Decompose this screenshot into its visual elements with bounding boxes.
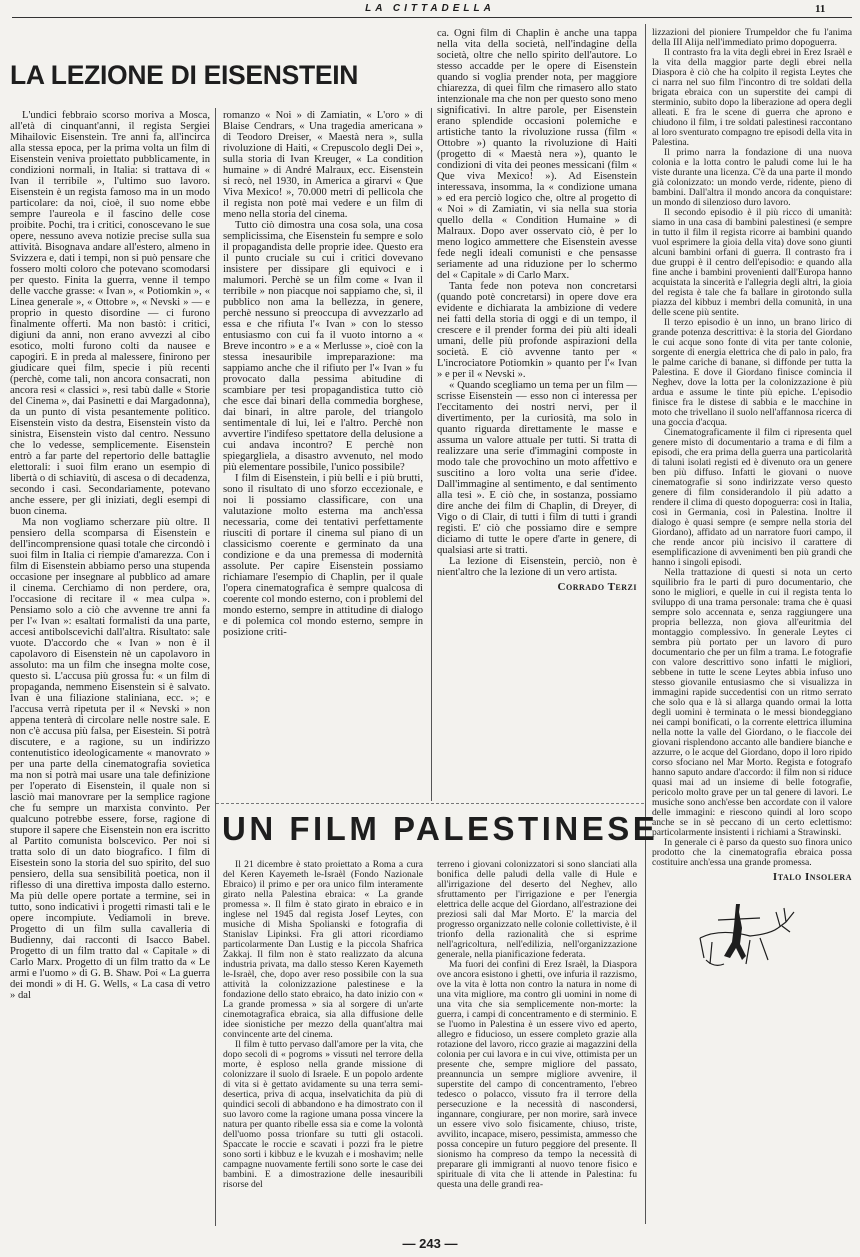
paragraph: Cinematograficamente il film ci ripresenta quel genere misto di documentario a trama e di film a episodi, che era prima della guerra una particolarità di taluni isolati registi ed è divenuto ora un genere ben più diffuso. Infatti le giovani o nuove cinematografie si sono indirizzate verso questo genere di film considerandolo il più adatto a rendere il clima di questo dopoguerra: così in Italia, così in Germania, così in Palestina. Inoltre il dialogo è quasi sempre (e sempre nella storia del Giordano), affidato ad un narratore fuori campo, il che rende ancor più incisivo il carattere di esemplificazione di avvenimenti ben più grandi che hanno i singoli episodi. xyxy=(652,427,852,568)
article-separator xyxy=(216,803,644,804)
paragraph: L'undici febbraio scorso moriva a Mosca, all'età di cinquant'anni, il regista Sergiei Mihailovic Eisenstein. Tre anni fa, all'incirca alla stessa epoca, per la prima volta un film di Eisenstein veniva proiettato pubblicamente, in condizioni normali, in Italia: si trattava di « Ivan il terribile », l'ultimo suo lavoro. Eisenstein è un regista famoso ma in un modo particolare: da noi, cioè, il suo nome ebbe sempre l'aureola e il fascino delle cose proibite. Pochi, tra i critici, conoscevano le sue opere, nessuno aveva notizie precise sulla sua attività. Bisognava andare all'estero, almeno in Svizzera e, dati i tempi, non si può pensare che fossero molti coloro che potevano scomodarsi per questo. Finita la guerra, venne il tempo delle vacche grasse: « Ivan », « Potiomkin », « Linea generale », « Ottobre », « Nevski » — e proprio in questo disordine — ci furono finalmente offerti. Ma non bastò: i critici, digiuni da anni, non erano avvezzi al cibo esotico, molti furono colti da nausee e capogiri. E in preda al malessere, finirono per giudicare quei film, specie i più recenti (perchè, come tali, non ancora consacrati, non ancora resi « classici », resi tabù dalle « Storie del Cinema », dai Pasinetti e dai Margadonna), da un punto di vista pesantemente politico. Eisenstein visto da destra, Eisenstein visto da sinistra, Eisenstein visto dal centro. Nessuno che lo vedesse, semplicemente. Eisenstein entrò a far parte del repertorio delle battaglie elettorali: i suoi film erano un esempio di libertà o di schiavitù, di ascesa o di decadenza, secondo i casi. Secondariamente, potevano anche essere, per gli iniziati, degli esempi di buon cinema. xyxy=(10,110,210,517)
eisenstein-column-3 xyxy=(437,28,637,594)
palestinese-column-1 xyxy=(223,860,423,1190)
header-rule xyxy=(12,17,852,18)
paragraph: ca. Ogni film di Chaplin è anche una tappa nella vita della società, nell'indagine della società, oltre che nello spirito dell'autore. Lo stesso accadde per le opere di Eisenstein quando si voglia prender nota, per maggiore chiarezza, di quei film che rimasero allo stato intenzionale ma che non per questo sono meno significativi. In altre parole, per Eisenstein erano splendide occasioni polemiche e artistiche tanto la rivoluzione russa (film « Ottobre ») quanto la rivoluzione di Haiti (progetto di « Maestà nera »), quanto le condizioni di vita dei peones messicani (film « Que viva Mexico! »). Ad Eisenstein interessava, insomma, la « condizione umana » ed era perciò logico che, oltre al progetto di « Noi » di Zamiatin, vi sia nella sua storia quello della « Condition Humaine » di Malraux. Dopo aver osservato ciò, è per lo meno logico ammettere che Eisenstein avesse fede negli ideali comunisti e che pensasse seriamente ad una riduzione per lo schermo del « Capitale » di Carlo Marx. xyxy=(437,28,637,281)
paragraph: La lezione di Eisenstein, perciò, non è nient'altro che la lezione di un vero artista. xyxy=(437,556,637,578)
paragraph: terreno i giovani colonizzatori si sono slanciati alla bonifica delle paludi della valle di Hule e all'irrigazione del deserto del Neghev, allo sfruttamento per l'irrigazione e per l'energia elettrica delle acque del Giordano, all'estrazione dei preziosi sali dal Mar Morto. E' la marcia del progresso organizzato nelle colonie collettiviste, è il trionfo della razionalità che si esprime nell'agricoltura, nell'edilizia, nell'organizzazione generale, nella pianificazione federata. xyxy=(437,859,637,960)
paragraph: I film di Eisenstein, i più belli e i più brutti, sono il risultato di uno sforzo eccezionale, e noi li possiamo classificare, con una valutazione molto esterna ma anch'essa necessaria, come dei tentativi perfettamente riusciti di portare il cinema sul piano di un classicismo coerente e germinato da una condizione e da una premessa di modernità assolute. Per capire Eisenstein possiamo richiamare l'esempio di Chaplin, per il quale l'opera cinematografica è sempre qualcosa di coerente col mondo esterno, con i problemi del mondo esterno, sempre in attitudine di dialogo e di polemica col mondo esterno, sempre in posizione criti- xyxy=(223,473,423,638)
author-signature: Italo Insolera xyxy=(772,871,852,883)
paragraph: Il film è tutto pervaso dall'amore per la vita, che dopo secoli di « pogroms » vissuti nel terrore della morte, è esploso nella grande missione di colonizzare il suolo di Israele. E un popolo ardente di vita si è gettato avidamente su una terra semi-desertica, priva di acqua, inselvatichita da più di quindici secoli di abbandono e ha dimostrato con il suo lavoro come la ragione umana possa vincere la natura per quanto ribelle essa sia e come la volontà dell'uomo possa trionfare su tutti gli ostacoli. Spaccate le roccie e scavati i pozzi fra le pietre sono sorti i kibbuz e le kvuzah e i moshavim; nelle campagne nuovamente fertili sono sorte le case dei bambini. E a dimostrazione delle inesauribili risorse del xyxy=(223,1039,423,1190)
page-folio: — 243 — xyxy=(402,1236,458,1251)
paragraph: lizzazioni del pioniere Trumpeldor che fu l'anima della III Alija nell'immediato primo dopoguerra. xyxy=(652,27,852,48)
paragraph: Tutto ciò dimostra una cosa sola, una cosa semplicissima, che Eisenstein fu sempre e solo il propagandista delle proprie idee. Questo era il punto cruciale su cui i critici dovevano insistere per dissipare gli equivoci e i malumori. Perchè se un film come « Ivan il terribile » non piacque noi sappiamo che, sì, il pubblico non ama la bellezza, in genere, perchè nessuno si preoccupa di avvezzarlo ad essa e che rifiuta l'« Ivan » con lo stesso entusiasmo con cui fa il vuoto intorno a « Breve incontro » e a « Merlusse », cioè con la stessa inesauribile impreparazione: ma sappiamo anche che il rifiuto per l'« Ivan » fu provocato dalla pessima abitudine di scambiare per tesi propagandistica tutto ciò che esce dai binari della commedia borghese, dai binari, in altre parole, del triangolo sentimentale di lui, lei e l'altro. Perchè non avvertire l'indifeso spettatore della delusione a cui andava incontro? E perchè non spiegargliela, a disastro avvenuto, nel modo più elementare possibile, l'unico possibile? xyxy=(223,220,423,473)
palestinese-column-3 xyxy=(652,28,852,978)
eisenstein-column-2 xyxy=(223,110,423,638)
paragraph: In generale ci è parso da questo suo finora unico prodotto che la cinematografia ebraica possa costituire anch'essa una grande promessa. xyxy=(652,837,852,868)
palestinese-column-2 xyxy=(437,860,637,1190)
paragraph: Ma non vogliamo scherzare più oltre. Il pensiero della scomparsa di Eisenstein e dell'incomprensione quasi totale che circondò i suoi film in Italia ci riempie d'amarezza. Con i film di Eisenstein abbiamo perso una stupenda occasione per insegnare al pubblico ad amare il cinema. Cerchiamo di non perdere, ora, l'occasione di recitare il « mea culpa ». Pensiamo solo a ciò che avvenne tre anni fa per l'« Ivan »: esaltati formalisti da una parte, accesi antibolscevichi dall'altra. Risultato: sale vuote. D'accordo che « Ivan » non è il capolavoro di Eisenstein nè un capolavoro in assoluto: ma un film che insegna molte cose, questo sì. L'accusa più grossa fu: « un film di propaganda, nemmeno Eisenstein si è salvato. Ivan è una filiazione staliniana, ecc. »; e l'accusa verrà ripetuta per il « Nevski » non appena tenterà di circolare nelle nostre sale. E non c'è accusa più falsa, per Eisestein. Si potrà discutere, e a ragione, su un indirizzo contenutistico ideologicamente « manovrato » per una parte della cinematografia sovietica ma non si potrà mai usare una tale definizione per l'operato di Eisenstein, il quale non si lasciò mai manovrare per la semplice ragione che fu sempre un marxista convinto. Per qualcuno potrebbe essere, forse, ragione di stupore il sapere che Eisenstein non era iscritto al Partito comunista bolscevico. Per noi si tratta solo di un dato biografico. I film di Eisestein sono la storia del suo spirito, del suo pensiero, della sua sensibilità poetica, non il riflesso di una direttiva imposta dallo esterno. Ma più delle opere portate a termine, sei in tutto, sono indicativi i progetti rimasti tali e le opere incompiute. Vediamoli in breve. Progetto di un film sulla cavalleria di Budienny, dai racconti di Isacco Babel. Progetto di un film tratto dal « Capitale » di Carlo Marx. Progetto di un film tratto da « Le armi e l'uomo » di G. B. Shaw. Poi « La guerra dei mondi » di H. G. Wells, « La casa di vetro » dal xyxy=(10,517,210,1001)
eisenstein-column-1 xyxy=(10,110,210,1001)
masthead: LA CITTADELLA xyxy=(365,3,495,14)
paragraph: Il contrasto fra la vita degli ebrei in Erez Israèl e la vita della maggior parte degli ebrei nella Diaspora è ciò che ha colpito il regista Leytes che ci narra nel suo film l'incontro di tre soldati della brigata ebraica con un superstite dei campi di sterminio, subito dopo la liberazione ad opera degli alleati. E fra le scene di guerra che aprono e chiudono il film, i tre soldati palestinesi raccontano al loro sventurato compagno tre episodi della vita in Palestina. xyxy=(652,47,852,148)
paragraph: romanzo « Noi » di Zamiatin, « L'oro » di Blaise Cendrars, « Una tragedia americana » di Teodoro Dreiser, « Maestà nera », sulla rivoluzione di Haiti, « Crepuscolo degli Dei », sulla storia di Ivan Kreuger, « La condition humaine » di André Malraux, ecc. Eisenstein si recò, nel 1930, in America a girarvi « Que Viva Mexico! », 70.000 metri di pellicola che il regista non potè mai vedere e un film di meno nella storia del cinema. xyxy=(223,110,423,220)
article-title-eisenstein: LA LEZIONE DI EISENSTEIN xyxy=(10,60,359,90)
paragraph: Tanta fede non poteva non concretarsi (quando potè concretarsi) in opere dove era evidente e dichiarata la ambizione di vedere nei fatti della storia di oggi e di un tempo, il crescere e il prender forma dei più alti ideali umani, delle più profonde aspirazioni della società. E ciò avvenne tanto per « L'incrociatore Potiomkin » quanto per l'« Ivan » e per il « Nevski ». xyxy=(437,281,637,380)
paragraph: Il 21 dicembre è stato proiettato a Roma a cura del Keren Kayemeth le-Israèl (Fondo Nazionale Ebraico) il primo e per ora unico film interamente girato nella Palestina ebraica: « La grande promessa ». Il film è stato girato in ebraico e in inglese nel 1945 dal regista Josef Leytes, con musiche di Misha Spolianski e fotografia di Stanislav Lipinksi. Fra gli attori ricordiamo particolarmente Dan Lustig e la piccola Shafrica Zakkaj. Il film non è stato realizzato da alcuna industria privata, ma dallo stesso Keren Kayemeth le-Israèl, che, dopo aver reso possibile con la sua attività la colonizzazione palestinese e la fondazione dello stato ebraico, ha dato inizio con « La grande promessa » sia al sorgere di un'arte cinemotagrafica ebraica, sia alla diffusione delle idee sionistiche per mezzo della quant'altra mai convincente arte del cinema. xyxy=(223,859,423,1040)
paragraph: Il secondo episodio è il più ricco di umanità: siamo in una casa di bambini palestinesi (e sempre in tutto il film il regista ricorre ai bambini quando vuol esprimere la gioia della vita) dove sono giunti alcuni bambini orfani di guerra. Il contrasto fra i due gruppi è il centro dell'episodio: e quando alla fine anche i bambini provenienti dall'Europa hanno acquistata la sincerità e l'allegria degli altri, la gioia del regista è tale che fa ballare in girotondo sulla piazza del kibbuz i membri della comunità, in una delle scene più sentite. xyxy=(652,207,852,318)
column-divider xyxy=(431,108,432,801)
paragraph: Nella trattazione di questi si nota un certo squilibrio fra le parti di puro documentario, che sono le migliori, e quelle in cui il regista tenta lo sviluppo di una trama personale: trama che è quasi sempre solo accennata e, senza raggiungere una propria bellezza, non giova all'euritmia del montaggio complessivo. In generale Leytes ci sembra più portato per un lavoro di puro documentario che per un film a trama. Le fotografie con valore descrittivo sono infatti le migliori, sebbene in tutte le scene Leytes abbia infuso uno stesso giovanile entusiasmo che si visualizza in immagini rapide succedentisi con un ritmo serrato che solo qua e là si allarga quando ormai la lotta degli uomini è terminata o le messi biondeggiano nei campi bonificati, o la corrente elettrica illumina nella notte la valle del Giordano, o le fiaccole dei giovani risplendono accanto alle bandiere bianche e azzurre, o le acque del Giordano, dopo il loro ripido corso sfociano nel Mar Morto. Regista e fotografo hanno saputo andare d'accordo: il film non si riduce quasi mai ad un insieme di belle fotografie, pericolo molto grave per un tal genere di lavori. Le musiche sono anch'esse ben accordate con il valore delle immagini: e riescono quindi al loro scopo anche se in sè peccano di un certo eclettismo: particolarmente insistenti i richiami a Strawinski. xyxy=(652,567,852,838)
paragraph: « Quando scegliamo un tema per un film — scrisse Eisenstein — esso non ci interessa per l'eccitamento dei nostri nervi, per il divertimento, per la curiosità, ma solo in quanto riguarda direttamente le masse e assuma un valore attuale per tutti. Si tratta di realizzare una serie d'immagini composte in modo tale che provochino un moto affettivo e suscitino a loro volta una serie d'idee. Dall'immagine al sentimento, e dal sentimento alla tesi ». E ciò che, in sostanza, possiamo dire anche dei film di Chaplin, di Dreyer, di Vigo o di Clair, di tutti i film di tutti i grandi registi. E' ciò che possiamo dire e sempre diciamo di tutte le opere d'arte in genere, di qualsiasi arte si tratti. xyxy=(437,380,637,556)
paragraph: Ma fuori dei confini di Erez Israèl, la Diaspora ove ancora esistono i ghetti, ove infuria il razzismo, ove la vita è lotta non contro la natura in nome di una vita migliore, ma contro gli uomini in nome di una vita che sia semplicemente non-morte: la guerra, i campi di concentramento e di sterminio. E se l'uomo in Palestina è un essere vivo ed aperto, allegro e fiducioso, un essere completo grazie alla rotazione del lavoro, ricco grazie ai magazzini della colonia per cui lavora e in cui vive, ottimista per un presente che, sempre migliore del passato, preannuncia un sempre migliore avvenire, il superstite del campo di concentramento, l'ebreo tedesco o polacco, vissuto fra il terrore della persecuzione e la necessità di nascondersi, ingannare, congiurare, per non morire, sarà invece un essere vivo solo fisicamente, chiuso, triste, avvilito, incapace, misero, pessimista, ammesso che possa concepire un futuro peggiore del presente. Il sionismo ha compreso da tempo la necessità di preparare gli immigranti al nuovo tenore fisico e spirituale di vita che li attende in Palestina: fu questa una delle grandi rea- xyxy=(437,959,637,1190)
paragraph: Il terzo episodio è un inno, un brano lirico di grande potenza descrittiva: è la storia del Giordano le cui acque sono fonte di vita per tante colonie, sorgente di energia elettrica che di palo in palo, fra le palme cariche di banane, si diffonde per tutta la Palestina. E dove il Giordano finisce comincia il Neghev, dove la lotta per la colonizzazione è più ardua e assume le tinte più epiche. L'episodio finisce fra le distese di sabbia e le macchine in moto che trivellano il suolo nell'affannosa ricerca di una goccia d'acqua. xyxy=(652,317,852,428)
page-number: 11 xyxy=(815,3,826,15)
column-divider xyxy=(645,24,646,1224)
author-signature: Corrado Terzi xyxy=(557,581,637,593)
rider-on-deer-illustration xyxy=(690,898,800,978)
article-title-palestinese: UN FILM PALESTINESE xyxy=(222,810,659,847)
paragraph: Il primo narra la fondazione di una nuova colonia e la lotta contro le paludi come lui le ha viste durante una licenza. C'è da una parte il mondo già colonizzato: un mondo verde, ridente, pieno di bambini. Dall'altra il mondo ancora da conquistare: un mondo di silenzioso duro lavoro. xyxy=(652,147,852,208)
column-divider xyxy=(215,108,216,1226)
